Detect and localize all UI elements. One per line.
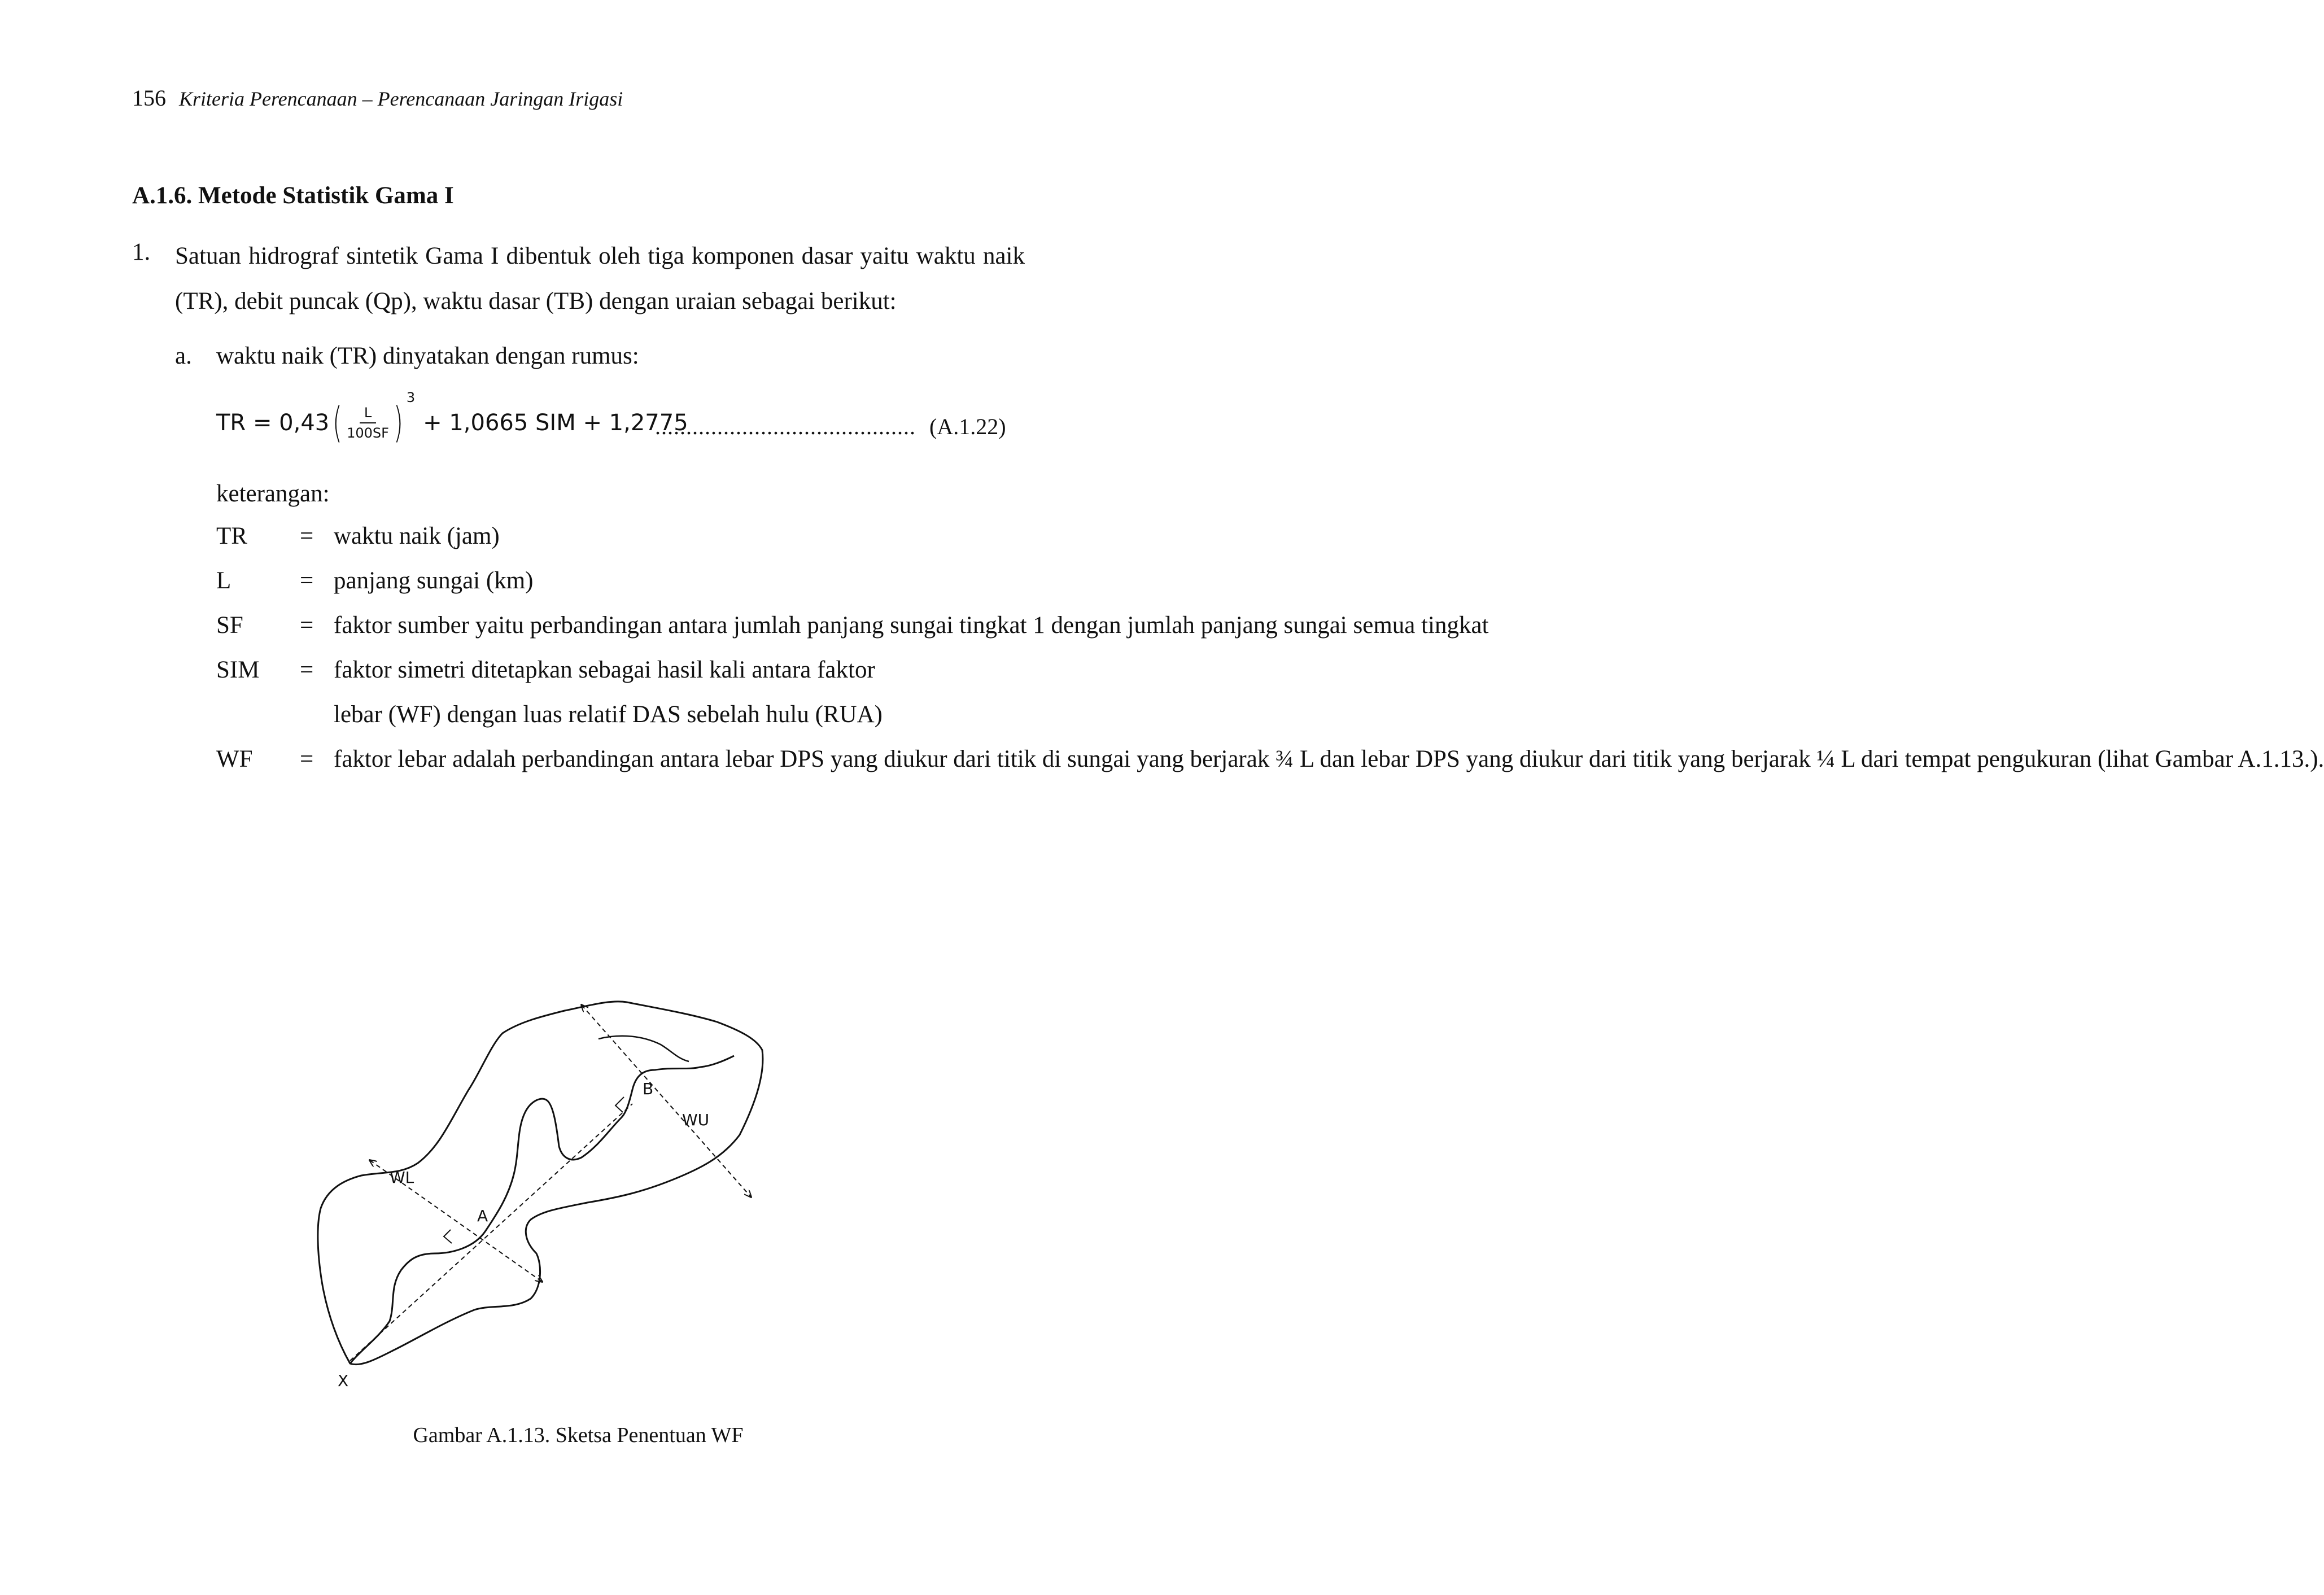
definition-equals: = xyxy=(300,746,314,772)
definition-term: SIM xyxy=(216,657,260,683)
running-header xyxy=(132,85,623,111)
formula-rhs: + 1,0665 SIM + 1,2775 xyxy=(423,410,688,436)
definition-text xyxy=(334,648,1025,737)
definition-row xyxy=(216,558,1025,603)
keterangan-label: keterangan: xyxy=(216,480,330,507)
fraction-denominator: 100SF xyxy=(347,425,389,441)
watershed-sketch-figure xyxy=(305,988,870,1395)
definition-text: panjang sungai (km) xyxy=(334,567,534,594)
definition-row xyxy=(216,603,1489,648)
figure-caption: Gambar A.1.13. Sketsa Penentuan WF xyxy=(413,1423,744,1447)
sub-item-text: waktu naik (TR) dinyatakan dengan rumus: xyxy=(216,343,639,369)
label-b: B xyxy=(643,1080,654,1098)
definition-equals: = xyxy=(300,567,314,594)
main-river xyxy=(350,1056,734,1364)
wu-width-line xyxy=(582,1005,751,1197)
definition-row xyxy=(216,514,1025,558)
definition-term: L xyxy=(216,567,231,594)
label-x: X xyxy=(338,1371,349,1390)
sub-item-letter: a. xyxy=(175,343,192,369)
tr-formula xyxy=(216,390,688,447)
watershed-boundary xyxy=(318,1002,763,1365)
label-wu: WU xyxy=(682,1111,710,1129)
definition-text: waktu naik (jam) xyxy=(334,523,500,549)
definition-equals: = xyxy=(300,657,314,683)
right-angle-b xyxy=(615,1097,624,1112)
definition-text-line: faktor simetri ditetapkan sebagai hasil kali antara faktor xyxy=(334,657,875,683)
definition-term: WF xyxy=(216,746,253,772)
list-item-number: 1. xyxy=(132,239,151,265)
page-number: 156 xyxy=(132,85,166,111)
definition-term: TR xyxy=(216,523,247,549)
equation-number: (A.1.22) xyxy=(929,414,1006,439)
leader-dots: .......................................... xyxy=(655,414,916,439)
watershed-sketch xyxy=(305,988,870,1395)
axis-line-x-to-b xyxy=(350,1104,632,1361)
running-title: Kriteria Perencanaan – Perencanaan Jaringan Irigasi xyxy=(179,88,623,110)
formula-open-paren: ( xyxy=(333,399,343,447)
definition-row xyxy=(216,737,2324,781)
formula-fraction xyxy=(347,405,389,441)
formula-lhs: TR = 0,43 xyxy=(216,410,330,436)
tributary xyxy=(599,1036,689,1061)
definition-equals: = xyxy=(300,612,314,639)
formula-exponent: 3 xyxy=(406,390,416,405)
definition-text-line: lebar (WF) dengan luas relatif DAS sebelah hulu (RUA) xyxy=(334,701,883,728)
label-wl: WL xyxy=(390,1168,414,1187)
formula-close-paren: ) xyxy=(393,399,404,447)
definition-text: faktor lebar adalah perbandingan antara lebar DPS yang diukur dari titik di sungai yang berjarak ¾ L dan lebar DPS yang diukur dari titik yang berjarak ¼ L dari tempat pengukuran (lihat Gambar A.1.13.). xyxy=(334,746,2324,772)
definition-equals: = xyxy=(300,523,314,549)
definition-row xyxy=(216,648,1025,737)
definition-text: faktor sumber yaitu perbandingan antara jumlah panjang sungai tingkat 1 dengan jumlah panjang sungai semua tingkat xyxy=(334,612,1489,639)
fraction-numerator: L xyxy=(360,405,376,423)
equation-number-line xyxy=(655,413,1016,440)
list-item-text: Satuan hidrograf sintetik Gama I dibentuk oleh tiga komponen dasar yaitu waktu naik (TR), debit puncak (Qp), waktu dasar (TB) dengan uraian sebagai berikut: xyxy=(175,243,1025,314)
right-angle-a xyxy=(444,1230,452,1243)
section-heading: A.1.6. Metode Statistik Gama I xyxy=(132,182,454,209)
definitions-list xyxy=(216,514,2324,781)
label-a: A xyxy=(477,1207,488,1225)
definition-term: SF xyxy=(216,612,243,639)
